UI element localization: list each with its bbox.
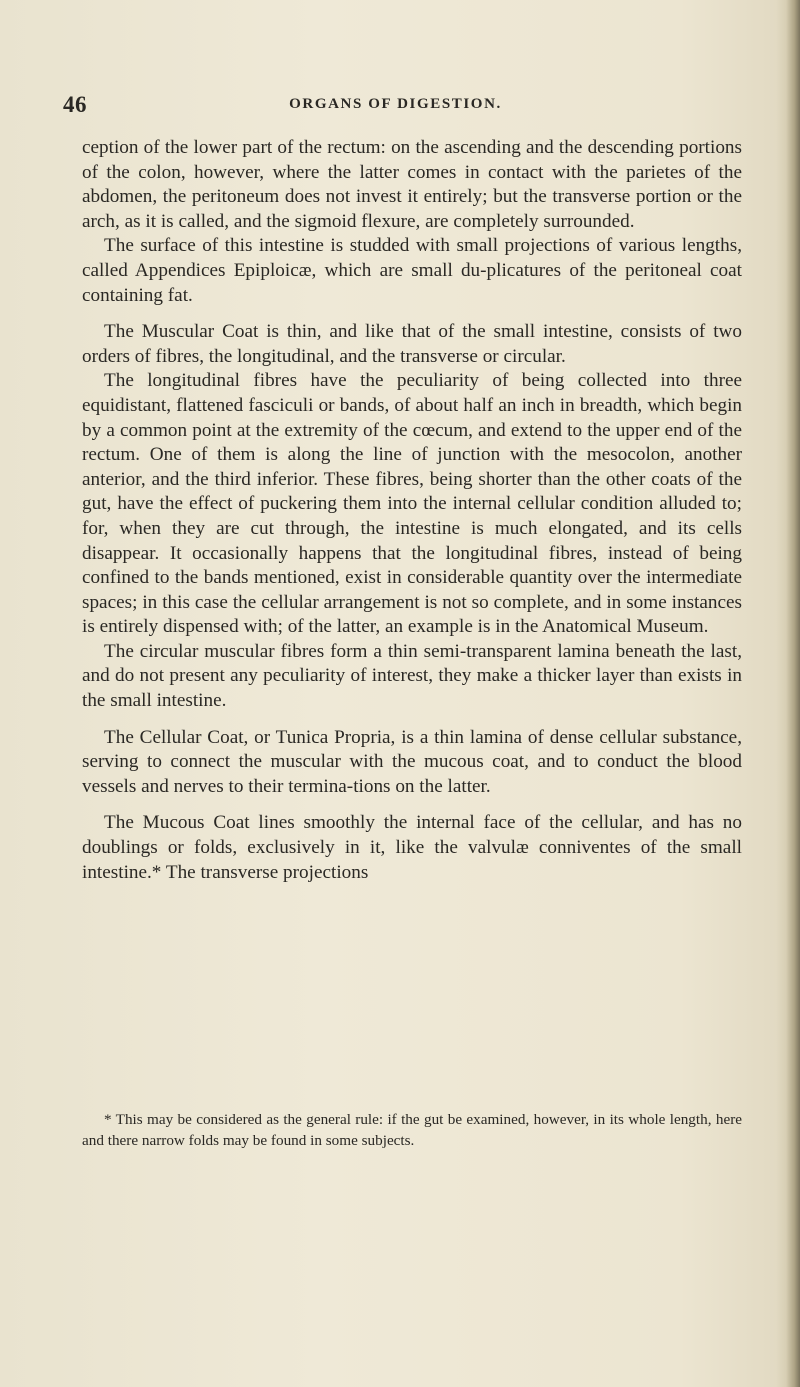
page-header xyxy=(63,92,728,124)
paragraph-appendices-epiploicae: The surface of this intestine is studded with small projections of various lengths, called Appendices Epiploicæ, which are small du-plicatures of the peritoneal coat containing fat. xyxy=(82,235,742,306)
page-number: 46 xyxy=(63,92,87,117)
running-head: ORGANS OF DIGESTION. xyxy=(289,96,502,112)
paragraph-continuation: ception of the lower part of the rectum: on the ascending and the descending portions of the colon, however, where the latter comes in contact with the parietes of the abdomen, the peritoneum does not invest it entirely; but the transverse portion or the arch, as it is called, and the sigmoid flexure, are completely surrounded. xyxy=(82,137,742,232)
paragraph-longitudinal-fibres: The longitudinal fibres have the peculiarity of being collected into three equidistant, flattened fasciculi or bands, of about half an inch in breadth, which begin by a common point at the extremity of the cœcum, and extend to the upper end of the rectum. One of them is along the line of junction with the mesocolon, another anterior, and the third inferior. These fibres, being shorter than the other coats of the gut, have the effect of puckering them into the internal cellular condition alluded to; for, when they are cut through, the intestine is much elongated, and its cells disappear. It occasionally happens that the longitudinal fibres, instead of being confined to the bands mentioned, exist in considerable quantity over the intermediate spaces; in this case the cellular arrangement is not so complete, and in some instances is entirely dispensed with; of the latter, an example is in the Anatomical Museum. xyxy=(82,370,742,638)
paragraph-muscular-coat: The Muscular Coat is thin, and like that of the small intestine, consists of two orders of fibres, the longitudinal, and the transverse or circular. xyxy=(82,321,742,367)
paragraph-mucous-coat: The Mucous Coat lines smoothly the internal face of the cellular, and has no doublings or folds, exclusively in it, like the valvulæ conniventes of the small intestine.* The transverse projections xyxy=(82,812,742,883)
paragraph-circular-fibres: The circular muscular fibres form a thin semi-transparent lamina beneath the last, and do not present any peculiarity of interest, they make a thicker layer than exists in the small intestine. xyxy=(82,640,742,712)
body-text xyxy=(82,136,742,885)
footnote: * This may be considered as the general rule: if the gut be examined, however, in its whole length, here and there narrow folds may be found in some subjects. xyxy=(82,1111,742,1149)
paragraph-cellular-coat: The Cellular Coat, or Tunica Propria, is a thin lamina of dense cellular substance, serving to connect the muscular with the mucous coat, and to conduct the blood vessels and nerves to their termina-tions on the latter. xyxy=(82,726,742,797)
page-edge-shadow xyxy=(786,0,800,1387)
